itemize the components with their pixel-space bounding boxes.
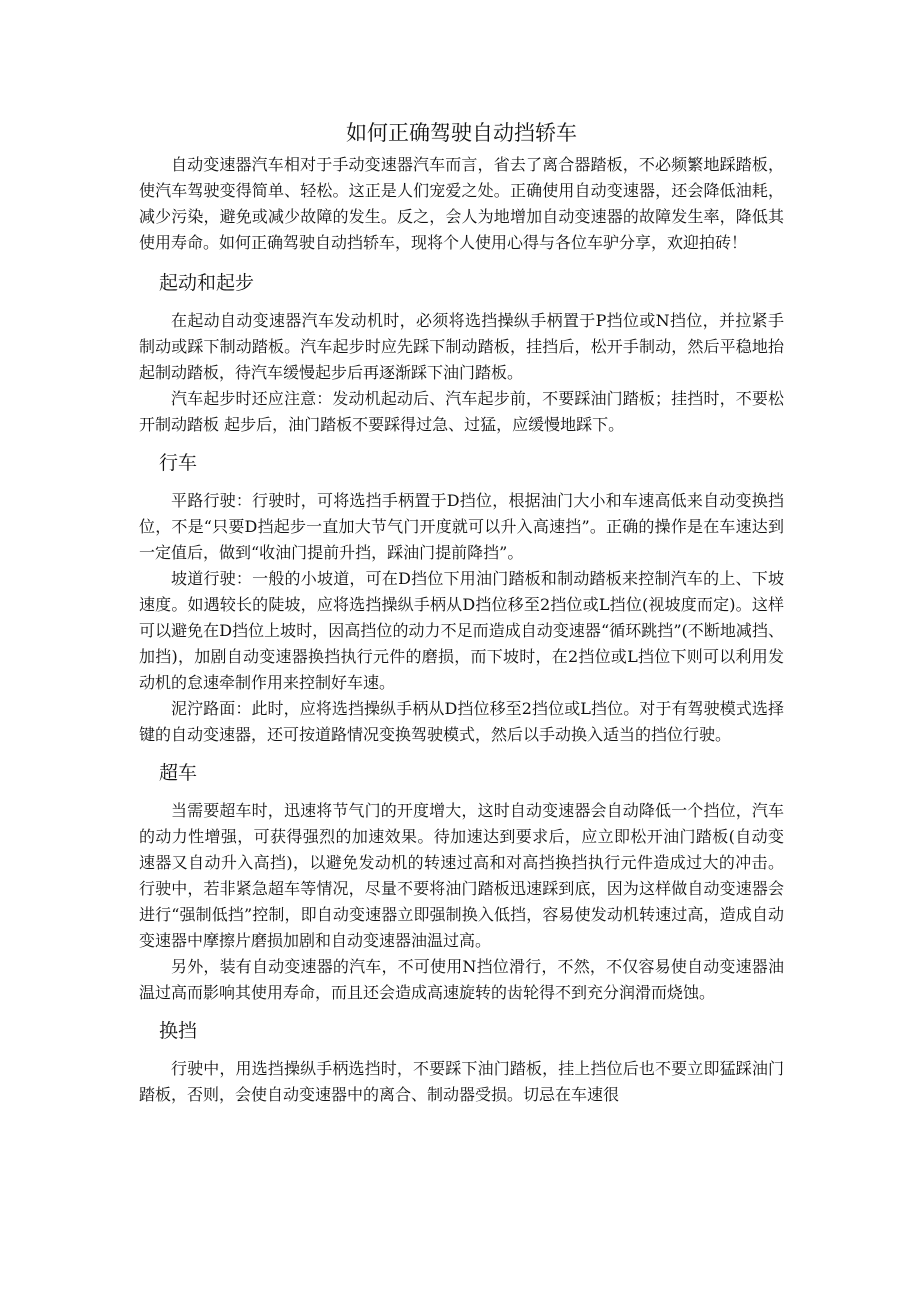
section-heading-overtaking: 超车 (159, 762, 198, 784)
paragraph: 另外，装有自动变速器的汽车，不可使用N挡位滑行，不然，不仅容易使自动变速器油温过高而影响其使用寿命，而且还会造成高速旋转的齿轮得不到充分润滑而烧蚀。 (139, 957, 784, 1002)
document-page (139, 118, 784, 1108)
section-heading-start: 起动和起步 (159, 272, 255, 294)
section-heading-shifting: 换挡 (159, 1020, 198, 1042)
paragraph: 汽车起步时还应注意：发动机起动后、汽车起步前，不要踩油门踏板；挂挡时，不要松开制动踏板 起步后，油门踏板不要踩得过急、过猛，应缓慢地踩下。 (139, 389, 784, 434)
paragraph: 平路行驶：行驶时，可将选挡手柄置于D挡位，根据油门大小和车速高低来自动变换挡位，不是“只要D挡起步一直加大节气门开度就可以升入高速挡”。正确的操作是在车速达到一定值后，做到“收油门提前升挡，踩油门提前降挡”。 (139, 491, 784, 562)
paragraph: 当需要超车时，迅速将节气门的开度增大，这时自动变速器会自动降低一个挡位，汽车的动力性增强，可获得强烈的加速效果。待加速达到要求后，应立即松开油门踏板(自动变速器又自动升入高挡)，以避免发动机的转速过高和对高挡换挡执行元件造成过大的冲击。行驶中，若非紧急超车等情况，尽量不要将油门踏板迅速踩到底，因为这样做自动变速器会进行“强制低挡”控制，即自动变速器立即强制换入低挡，容易使发动机转速过高，造成自动变速器中摩擦片磨损加剧和自动变速器油温过高。 (139, 801, 784, 950)
intro-paragraph: 自动变速器汽车相对于手动变速器汽车而言，省去了离合器踏板，不必频繁地踩踏板，使汽车驾驶变得简单、轻松。这正是人们宠爱之处。正确使用自动变速器，还会降低油耗，减少污染，避免或减少故障的发生。反之，会人为地增加自动变速器的故障发生率，降低其使用寿命。如何正确驾驶自动挡轿车，现将个人使用心得与各位车驴分享，欢迎拍砖！ (139, 155, 784, 252)
paragraph: 泥泞路面：此时，应将选挡操纵手柄从D挡位移至2挡位或L挡位。对于有驾驶模式选择键的自动变速器，还可按道路情况变换驾驶模式，然后以手动换入适当的挡位行驶。 (139, 699, 784, 744)
paragraph: 行驶中，用选挡操纵手柄选挡时，不要踩下油门踏板，挂上挡位后也不要立即猛踩油门踏板，否则，会使自动变速器中的离合、制动器受损。切忌在车速很 (139, 1059, 784, 1104)
section-heading-driving: 行车 (159, 452, 198, 474)
paragraph: 坡道行驶：一般的小坡道，可在D挡位下用油门踏板和制动踏板来控制汽车的上、下坡速度。如遇较长的陡坡，应将选挡操纵手柄从D挡位移至2挡位或L挡位(视坡度而定)。这样可以避免在D挡位上坡时，因高挡位的动力不足而造成自动变速器“循环跳挡”(不断地减挡、加挡)，加剧自动变速器换挡执行元件的磨损，而下坡时，在2挡位或L挡位下则可以利用发动机的怠速牵制作用来控制好车速。 (139, 569, 784, 692)
paragraph: 在起动自动变速器汽车发动机时，必须将选挡操纵手柄置于P挡位或N挡位，并拉紧手制动或踩下制动踏板。汽车起步时应先踩下制动踏板，挂挡后，松开手制动，然后平稳地抬起制动踏板，待汽车缓慢起步后再逐渐踩下油门踏板。 (139, 311, 784, 382)
document-title: 如何正确驾驶自动挡轿车 (346, 121, 577, 145)
